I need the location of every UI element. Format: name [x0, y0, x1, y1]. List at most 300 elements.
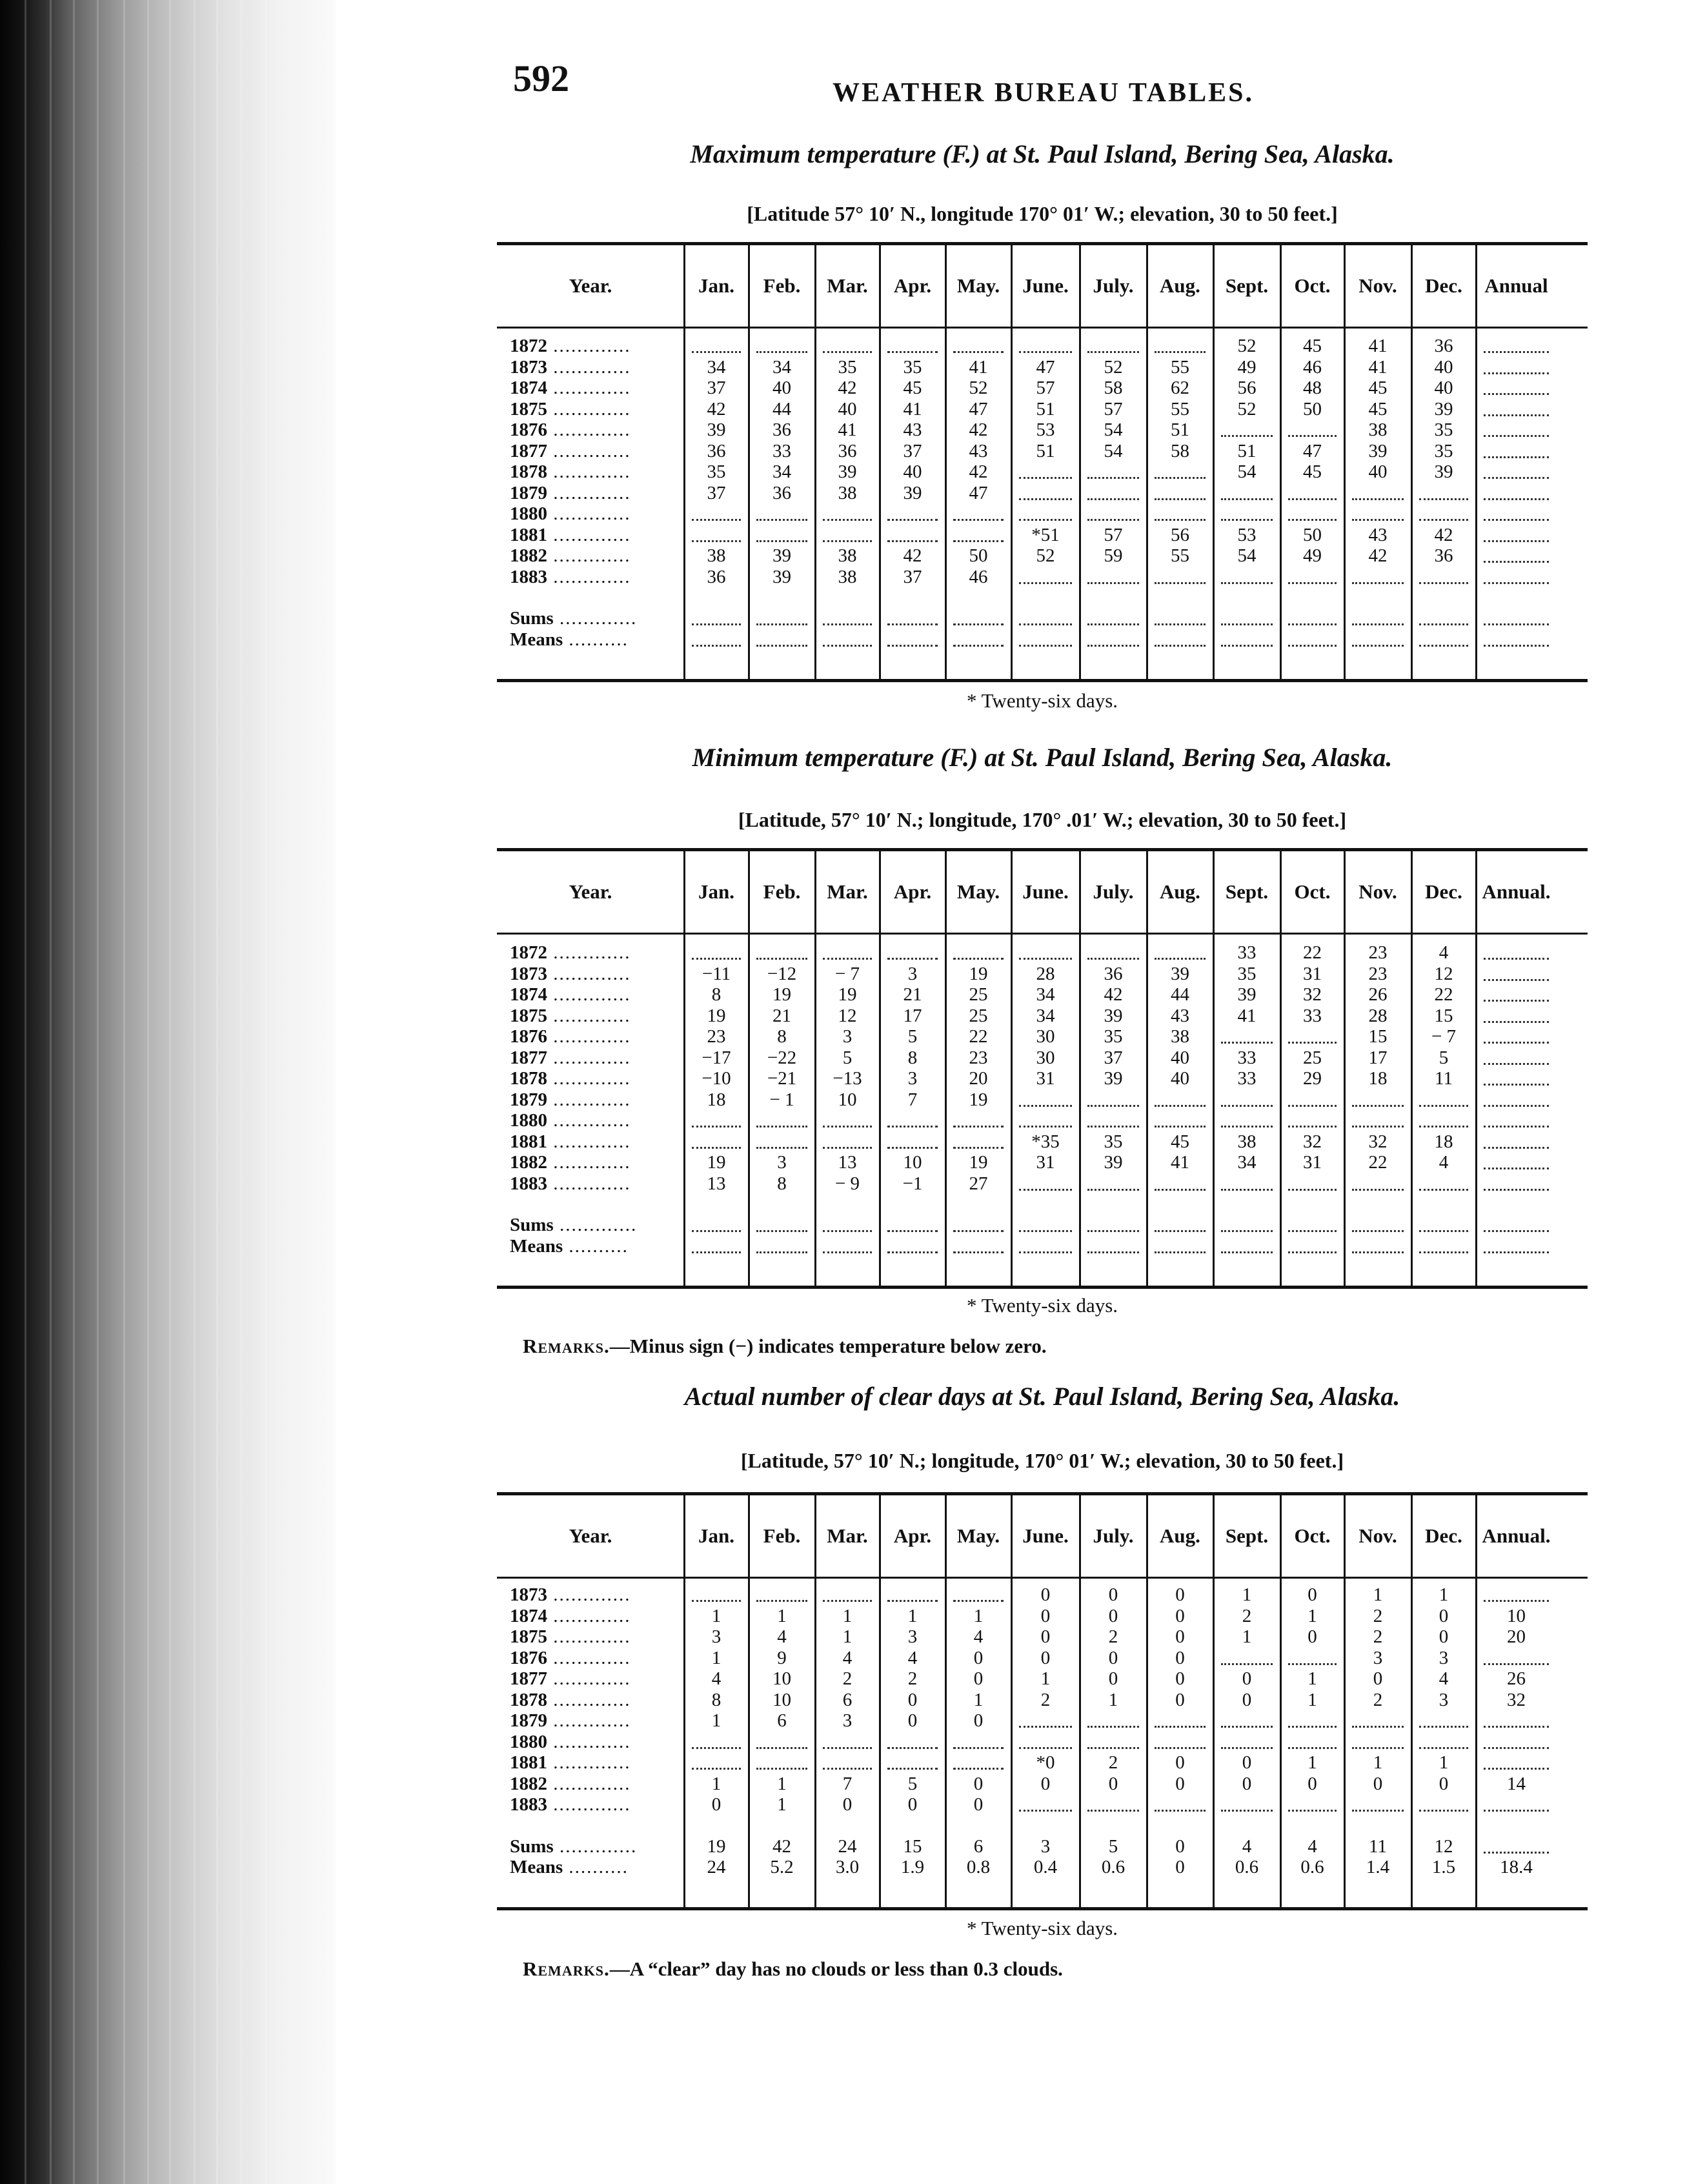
- remarks: [523, 1957, 1063, 1981]
- table-cell: 37: [1104, 1047, 1123, 1068]
- column-header: Sept.: [1225, 1524, 1269, 1547]
- column-header: Jan.: [698, 274, 734, 297]
- table-cell: 41: [1368, 336, 1388, 356]
- column-header: Jan.: [698, 880, 734, 903]
- table-cell: −13: [833, 1068, 862, 1089]
- empty-cell-leader: [1352, 1251, 1404, 1253]
- table-cell: 0: [1175, 1584, 1185, 1605]
- table-cell: 0: [1439, 1605, 1449, 1626]
- table-cell: 51: [1171, 420, 1189, 440]
- table-cell: 0: [907, 1794, 918, 1815]
- table-cell: 51: [1237, 440, 1257, 461]
- row-label-text: 1876: [510, 1026, 547, 1047]
- column-header: Aug.: [1160, 274, 1200, 297]
- empty-cell-leader: [1484, 1726, 1549, 1728]
- empty-cell-leader: [1288, 1663, 1337, 1665]
- row-label: [510, 567, 631, 587]
- table-cell: 0: [1040, 1647, 1051, 1668]
- table-cell: 0: [1307, 1626, 1317, 1647]
- table-cell: 15: [1368, 1026, 1388, 1047]
- table-cell: 9: [777, 1647, 787, 1668]
- empty-cell-leader: [1019, 1189, 1072, 1191]
- table-cell: 32: [1303, 984, 1322, 1005]
- table-title: Minimum temperature (F.) at St. Paul Island, Bering Sea, Alaska.: [692, 743, 1393, 772]
- empty-cell-leader: [1288, 1810, 1337, 1812]
- table-cell: 2: [1373, 1626, 1383, 1647]
- empty-cell-leader: [1288, 1105, 1337, 1107]
- table-cell: 0: [907, 1689, 918, 1710]
- table-cell: 39: [1104, 1068, 1123, 1089]
- column-header: Dec.: [1425, 880, 1462, 903]
- column-rule: [1079, 245, 1081, 679]
- table-cell: 39: [707, 420, 726, 440]
- row-label-text: 1877: [510, 440, 547, 461]
- empty-cell-leader: [692, 540, 741, 542]
- table-cell: 41: [1171, 1152, 1189, 1173]
- table-cell: 28: [1368, 1005, 1388, 1026]
- empty-cell-leader: [1484, 1042, 1549, 1044]
- table-cell: 45: [1368, 378, 1388, 398]
- table-cell: 1.4: [1366, 1857, 1390, 1877]
- table-cell: 32: [1303, 1131, 1322, 1152]
- table-cell: 0: [1040, 1605, 1051, 1626]
- table-cell: 50: [1303, 398, 1322, 420]
- table-cell: −21: [767, 1068, 797, 1089]
- table-cell: 0: [1242, 1689, 1252, 1710]
- table-cell: 38: [1171, 1026, 1189, 1047]
- empty-cell-leader: [823, 1230, 872, 1232]
- table-cell: 5: [842, 1047, 853, 1068]
- table-cell: 8: [711, 1689, 722, 1710]
- leader-dots: .............: [547, 1710, 631, 1731]
- table-cell: 17: [903, 1005, 922, 1026]
- table-cell: 56: [1237, 378, 1257, 398]
- row-label-text: Sums: [510, 1215, 554, 1235]
- table-cell: 40: [772, 378, 791, 398]
- table-cell: 7: [907, 1089, 918, 1110]
- table-cell: −22: [767, 1047, 797, 1068]
- column-header: May.: [956, 880, 1000, 903]
- page-edge-line: [240, 0, 242, 2184]
- leader-dots: .............: [547, 336, 631, 356]
- table-cell: 4: [1439, 942, 1449, 963]
- row-label-text: 1874: [510, 1605, 547, 1626]
- table-cell: 34: [1237, 1152, 1257, 1173]
- row-label-text: 1877: [510, 1047, 547, 1068]
- table-cell: 34: [772, 461, 791, 482]
- table-cell: 41: [1237, 1005, 1257, 1026]
- table-cell: *51: [1031, 524, 1060, 545]
- table-cell: 3: [842, 1710, 853, 1731]
- table-cell: 1: [777, 1773, 787, 1794]
- row-label: [510, 1152, 631, 1173]
- table-cell: 46: [969, 566, 988, 587]
- table-cell: 40: [838, 398, 857, 420]
- table-cell: 47: [969, 398, 988, 420]
- footnote: * Twenty-six days.: [966, 1917, 1118, 1939]
- column-header: July.: [1093, 274, 1134, 297]
- table-cell: 25: [969, 984, 988, 1005]
- table-header: [497, 851, 1588, 935]
- leader-dots: .............: [547, 1131, 631, 1152]
- empty-cell-leader: [1484, 456, 1549, 458]
- table-cell: 40: [903, 461, 922, 482]
- leader-dots: .............: [547, 356, 631, 378]
- leader-dots: .............: [547, 1005, 631, 1026]
- empty-cell-leader: [1484, 1810, 1549, 1812]
- table-cell: 31: [1036, 1152, 1055, 1173]
- data-table: [497, 848, 1588, 1289]
- empty-cell-leader: [823, 1747, 872, 1749]
- table-cell: 2: [1242, 1605, 1252, 1626]
- empty-cell-leader: [1352, 498, 1404, 500]
- empty-cell-leader: [1019, 477, 1072, 479]
- table-cell: 40: [1434, 356, 1453, 378]
- empty-cell-leader: [953, 623, 1004, 625]
- table-cell: 1: [1108, 1689, 1118, 1710]
- page-edge-line: [194, 0, 196, 2184]
- table-cell: 6: [842, 1689, 853, 1710]
- table-cell: 53: [1237, 524, 1257, 545]
- table-cell: 31: [1303, 1152, 1322, 1173]
- row-label: [510, 1089, 631, 1110]
- leader-dots: .............: [547, 503, 631, 524]
- table-cell: 18: [1434, 1131, 1453, 1152]
- column-header: Mar.: [827, 1524, 868, 1547]
- table-cell: 39: [1237, 984, 1257, 1005]
- table-cell: 35: [1434, 440, 1453, 461]
- table-cell: 19: [707, 1835, 726, 1857]
- table-cell: 0: [1373, 1668, 1383, 1689]
- table-cell: 3: [1439, 1689, 1449, 1710]
- table-cell: 0: [1175, 1752, 1185, 1773]
- empty-cell-leader: [1087, 1251, 1139, 1253]
- table-cell: 31: [1303, 963, 1322, 984]
- table-cell: 0: [1108, 1773, 1118, 1794]
- table-cell: 36: [1434, 336, 1453, 356]
- empty-cell-leader: [1221, 645, 1273, 647]
- table-cell: 40: [1171, 1047, 1189, 1068]
- table-cell: 62: [1171, 378, 1189, 398]
- table-cell: 38: [707, 545, 726, 566]
- empty-cell-leader: [1484, 414, 1549, 416]
- empty-cell-leader: [1087, 1726, 1139, 1728]
- empty-cell-leader: [1419, 498, 1468, 500]
- leader-dots: .............: [547, 1731, 631, 1752]
- empty-cell-leader: [1352, 1230, 1404, 1232]
- table-cell: 21: [772, 1005, 791, 1026]
- row-label: [510, 1752, 631, 1773]
- empty-cell-leader: [1221, 1126, 1273, 1127]
- table-cell: 0: [1175, 1668, 1185, 1689]
- remarks: [523, 1335, 1047, 1358]
- table-cell: 12: [1434, 963, 1453, 984]
- table-cell: 0: [1175, 1857, 1185, 1877]
- column-header: Nov.: [1358, 274, 1397, 297]
- leader-dots: .............: [547, 1152, 631, 1173]
- table-cell: 1: [842, 1626, 853, 1647]
- table-cell: 4: [777, 1626, 787, 1647]
- table-cell: 0: [973, 1668, 984, 1689]
- row-label: [510, 1668, 631, 1689]
- empty-cell-leader: [1352, 1726, 1404, 1728]
- table-cell: 0: [1373, 1773, 1383, 1794]
- table-cell: 8: [777, 1173, 787, 1194]
- row-label: [510, 420, 631, 440]
- table-cell: 19: [772, 984, 791, 1005]
- empty-cell-leader: [756, 645, 807, 647]
- table-cell: 2: [842, 1668, 853, 1689]
- table-cell: 11: [1435, 1068, 1453, 1089]
- table-cell: 4: [1242, 1835, 1252, 1857]
- table-cell: 40: [1434, 378, 1453, 398]
- empty-cell-leader: [1221, 1189, 1273, 1191]
- row-label: [510, 608, 637, 629]
- table-cell: 5: [1439, 1047, 1449, 1068]
- table-cell: 1: [1307, 1668, 1317, 1689]
- row-label: [510, 1173, 631, 1194]
- empty-cell-leader: [1019, 498, 1072, 500]
- table-cell: 42: [838, 378, 857, 398]
- row-label: [510, 525, 631, 545]
- empty-cell-leader: [823, 1600, 872, 1602]
- empty-cell-leader: [1087, 623, 1139, 625]
- table-cell: 42: [1434, 524, 1453, 545]
- table-cell: 1.5: [1431, 1857, 1456, 1877]
- empty-cell-leader: [887, 645, 938, 647]
- table-cell: 26: [1507, 1668, 1526, 1689]
- empty-cell-leader: [823, 519, 872, 521]
- empty-cell-leader: [756, 519, 807, 521]
- row-label-text: 1875: [510, 398, 547, 420]
- table-cell: 36: [772, 420, 791, 440]
- table-cell: 1: [711, 1605, 722, 1626]
- table-cell: 4: [1307, 1835, 1317, 1857]
- table-cell: 25: [969, 1005, 988, 1026]
- row-label: [510, 1026, 631, 1047]
- table-cell: 57: [1104, 398, 1123, 420]
- row-label: [510, 1648, 631, 1668]
- empty-cell-leader: [1221, 1663, 1273, 1665]
- table-cell: 1: [711, 1647, 722, 1668]
- table-cell: 57: [1036, 378, 1055, 398]
- empty-cell-leader: [1221, 1726, 1273, 1728]
- table-cell: − 1: [769, 1089, 794, 1110]
- row-label-text: 1879: [510, 1089, 547, 1110]
- empty-cell-leader: [1019, 582, 1072, 584]
- empty-cell-leader: [1484, 645, 1549, 647]
- empty-cell-leader: [1484, 1084, 1549, 1086]
- column-header: Annual: [1484, 274, 1548, 297]
- empty-cell-leader: [887, 623, 938, 625]
- table-cell: 25: [1303, 1047, 1322, 1068]
- empty-cell-leader: [1019, 1810, 1072, 1812]
- table-cell: 2: [907, 1668, 918, 1689]
- remarks-label: Remarks.: [523, 1957, 610, 1980]
- table-cell: 0: [973, 1710, 984, 1731]
- column-header: Mar.: [827, 274, 868, 297]
- table-cell: 3: [711, 1626, 722, 1647]
- table-cell: 4: [711, 1668, 722, 1689]
- leader-dots: .............: [553, 1835, 638, 1857]
- table-title: Maximum temperature (F.) at St. Paul Island, Bering Sea, Alaska.: [690, 139, 1395, 168]
- row-label-text: 1875: [510, 1626, 547, 1647]
- table-cell: 35: [1104, 1026, 1123, 1047]
- empty-cell-leader: [823, 540, 872, 542]
- table-cell: 47: [1303, 440, 1322, 461]
- table-cell: 39: [1434, 461, 1453, 482]
- table-cell: 3: [907, 1626, 918, 1647]
- empty-cell-leader: [1419, 623, 1468, 625]
- row-label: [510, 503, 631, 524]
- table-cell: 42: [969, 461, 988, 482]
- leader-dots: .............: [547, 1647, 631, 1668]
- table-cell: 14: [1507, 1773, 1526, 1794]
- leader-dots: .............: [547, 566, 631, 587]
- empty-cell-leader: [1419, 1105, 1468, 1107]
- table-cell: 54: [1104, 420, 1123, 440]
- table-subtitle: [Latitude, 57° 10′ N.; longitude, 170° 01′ W.; elevation, 30 to 50 feet.]: [740, 1449, 1344, 1472]
- table-cell: 1: [777, 1605, 787, 1626]
- table-cell: 1: [973, 1689, 984, 1710]
- table-cell: 36: [707, 440, 726, 461]
- table-cell: 55: [1171, 545, 1189, 566]
- empty-cell-leader: [756, 351, 807, 353]
- empty-cell-leader: [1484, 351, 1549, 353]
- leader-dots: .............: [547, 378, 631, 398]
- empty-cell-leader: [756, 1126, 807, 1127]
- empty-cell-leader: [1484, 1230, 1549, 1232]
- empty-cell-leader: [953, 540, 1004, 542]
- table-title: Actual number of clear days at St. Paul Island, Bering Sea, Alaska.: [684, 1382, 1400, 1411]
- column-header: June.: [1022, 274, 1069, 297]
- empty-cell-leader: [1484, 582, 1549, 584]
- empty-cell-leader: [692, 1126, 741, 1127]
- row-label-text: Means: [510, 1857, 563, 1877]
- empty-cell-leader: [1288, 645, 1337, 647]
- table-cell: 0.6: [1235, 1857, 1259, 1877]
- empty-cell-leader: [1221, 1747, 1273, 1749]
- empty-cell-leader: [1419, 1726, 1468, 1728]
- row-label: [510, 629, 629, 650]
- table-cell: 2: [1108, 1626, 1118, 1647]
- empty-cell-leader: [756, 958, 807, 960]
- table-cell: 52: [1104, 356, 1123, 378]
- empty-cell-leader: [1155, 1251, 1206, 1253]
- row-label-text: 1879: [510, 482, 547, 503]
- row-label: [510, 399, 631, 420]
- table-cell: 10: [838, 1089, 857, 1110]
- table-cell: 32: [1507, 1689, 1526, 1710]
- table-cell: 2: [1108, 1752, 1118, 1773]
- table-cell: 41: [1368, 356, 1388, 378]
- table-cell: 51: [1036, 398, 1055, 420]
- empty-cell-leader: [1484, 1251, 1549, 1253]
- row-label: [510, 1857, 629, 1877]
- leader-dots: .............: [547, 1752, 631, 1773]
- leader-dots: .............: [547, 1173, 631, 1194]
- table-cell: 58: [1104, 378, 1123, 398]
- table-cell: 18: [1368, 1068, 1388, 1089]
- empty-cell-leader: [1155, 582, 1206, 584]
- table-cell: 0: [1108, 1605, 1118, 1626]
- table-cell: 42: [903, 545, 922, 566]
- table-cell: 3: [842, 1026, 853, 1047]
- empty-cell-leader: [1484, 498, 1549, 500]
- empty-cell-leader: [953, 1147, 1004, 1149]
- empty-cell-leader: [1087, 351, 1139, 353]
- empty-cell-leader: [953, 958, 1004, 960]
- page-number: 592: [513, 57, 569, 99]
- table-cell: 20: [969, 1068, 988, 1089]
- table-cell: 0: [1175, 1605, 1185, 1626]
- empty-cell-leader: [887, 1126, 938, 1127]
- empty-cell-leader: [1352, 1126, 1404, 1127]
- empty-cell-leader: [1221, 623, 1273, 625]
- leader-dots: .............: [547, 440, 631, 461]
- empty-cell-leader: [1352, 582, 1404, 584]
- table-cell: 43: [1171, 1005, 1189, 1026]
- empty-cell-leader: [1155, 1126, 1206, 1127]
- empty-cell-leader: [887, 519, 938, 521]
- leader-dots: .............: [547, 1794, 631, 1815]
- table-cell: 1: [711, 1710, 722, 1731]
- table-cell: 5.2: [770, 1857, 794, 1877]
- table-cell: 45: [1368, 398, 1388, 420]
- table-cell: 37: [707, 378, 726, 398]
- empty-cell-leader: [823, 351, 872, 353]
- table-cell: 17: [1368, 1047, 1388, 1068]
- row-label-text: 1883: [510, 1794, 547, 1815]
- leader-dots: .............: [547, 1605, 631, 1626]
- table-cell: 39: [1368, 440, 1388, 461]
- leader-dots: ..........: [563, 1235, 629, 1257]
- row-label-text: 1873: [510, 963, 547, 984]
- table-cell: 18: [707, 1089, 726, 1110]
- table-cell: 36: [1104, 963, 1123, 984]
- column-header: Oct.: [1294, 274, 1331, 297]
- empty-cell-leader: [1221, 435, 1273, 437]
- table-cell: − 9: [834, 1173, 860, 1194]
- column-header: Apr.: [893, 274, 932, 297]
- empty-cell-leader: [1288, 1747, 1337, 1749]
- table-cell: 38: [1237, 1131, 1257, 1152]
- table-cell: 41: [969, 356, 988, 378]
- row-label: [510, 483, 631, 503]
- table-cell: 0: [1175, 1773, 1185, 1794]
- table-cell: 56: [1171, 524, 1189, 545]
- table-cell: 10: [903, 1152, 922, 1173]
- table-cell: 6: [973, 1835, 984, 1857]
- row-label-text: Sums: [510, 608, 554, 629]
- empty-cell-leader: [1087, 1189, 1139, 1191]
- table-cell: 4: [907, 1647, 918, 1668]
- page-edge-line: [50, 0, 52, 2184]
- empty-cell-leader: [756, 1747, 807, 1749]
- column-header: Oct.: [1294, 880, 1331, 903]
- empty-cell-leader: [756, 540, 807, 542]
- empty-cell-leader: [692, 519, 741, 521]
- table-cell: 48: [1303, 378, 1322, 398]
- table-cell: 0: [842, 1794, 853, 1815]
- table-cell: 5: [1108, 1835, 1118, 1857]
- leader-dots: .............: [553, 608, 638, 629]
- column-header: June.: [1022, 880, 1069, 903]
- empty-cell-leader: [1419, 1251, 1468, 1253]
- empty-cell-leader: [823, 623, 872, 625]
- table-cell: 4: [1439, 1668, 1449, 1689]
- empty-cell-leader: [1155, 1810, 1206, 1812]
